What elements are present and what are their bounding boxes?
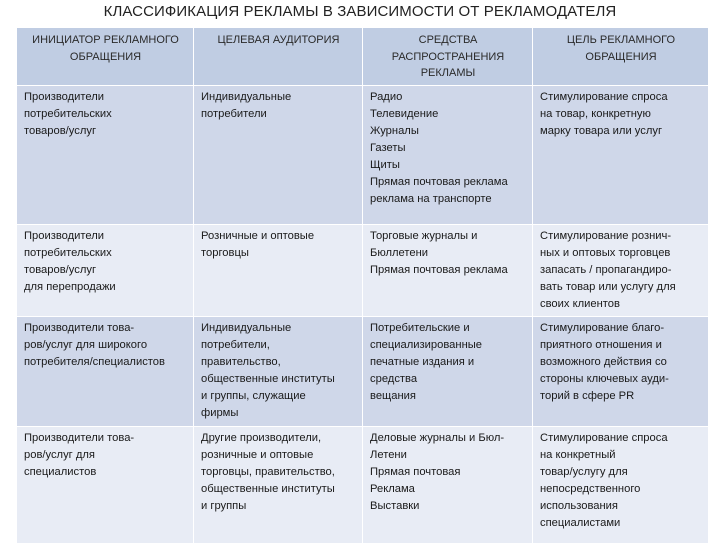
table-row	[17, 426, 709, 543]
cell-target-audience: Индивидуальные потребители	[194, 85, 363, 224]
cell-goal: Стимулирование спроса на товар, конкретную марку товара или услуг	[533, 85, 709, 224]
header-target-audience: ЦЕЛЕВАЯ АУДИТОРИЯ	[194, 28, 363, 86]
header-goal: ЦЕЛЬ РЕКЛАМНОГО ОБРАЩЕНИЯ	[533, 28, 709, 86]
cell-media: Торговые журналы и Бюллетени Прямая почтовая реклама	[363, 224, 533, 316]
cell-media: Деловые журналы и Бюл- Летени Прямая почтовая Реклама Выставки	[363, 426, 533, 543]
table-header-row	[17, 28, 709, 86]
cell-media: Радио Телевидение Журналы Газеты Щиты Прямая почтовая реклама реклама на транспорте	[363, 85, 533, 224]
cell-initiator: Производители това- ров/услуг для специалистов	[17, 426, 194, 543]
cell-initiator: Производители потребительских товаров/услуг	[17, 85, 194, 224]
table-row	[17, 85, 709, 224]
table-row	[17, 224, 709, 316]
page-title: КЛАССИФИКАЦИЯ РЕКЛАМЫ В ЗАВИСИМОСТИ ОТ РЕКЛАМОДАТЕЛЯ	[103, 3, 617, 20]
cell-goal: Стимулирование рознич- ных и оптовых торговцев запасать / пропагандиро- вать товар или услугу для своих клиентов	[533, 224, 709, 316]
cell-media: Потребительские и специализированные печатные издания и средства вещания	[363, 316, 533, 426]
cell-goal: Стимулирование спроса на конкретный товар/услугу для непосредственного использования специалистами	[533, 426, 709, 543]
table-row	[17, 316, 709, 426]
cell-initiator: Производители това- ров/услуг для широкого потребителя/специалистов	[17, 316, 194, 426]
cell-target-audience: Другие производители, розничные и оптовые торговцы, правительство, общественные институты и группы	[194, 426, 363, 543]
header-media: СРЕДСТВА РАСПРОСТРАНЕНИЯ РЕКЛАМЫ	[363, 28, 533, 86]
cell-target-audience: Индивидуальные потребители, правительство, общественные институты и группы, служащие фирмы	[194, 316, 363, 426]
cell-initiator: Производители потребительских товаров/услуг для перепродажи	[17, 224, 194, 316]
header-initiator: ИНИЦИАТОР РЕКЛАМНОГО ОБРАЩЕНИЯ	[17, 28, 194, 86]
classification-table	[16, 27, 709, 544]
cell-goal: Стимулирование благо- приятного отношения и возможного действия со стороны ключевых ауди- торий в сфере PR	[533, 316, 709, 426]
cell-target-audience: Розничные и оптовые торговцы	[194, 224, 363, 316]
